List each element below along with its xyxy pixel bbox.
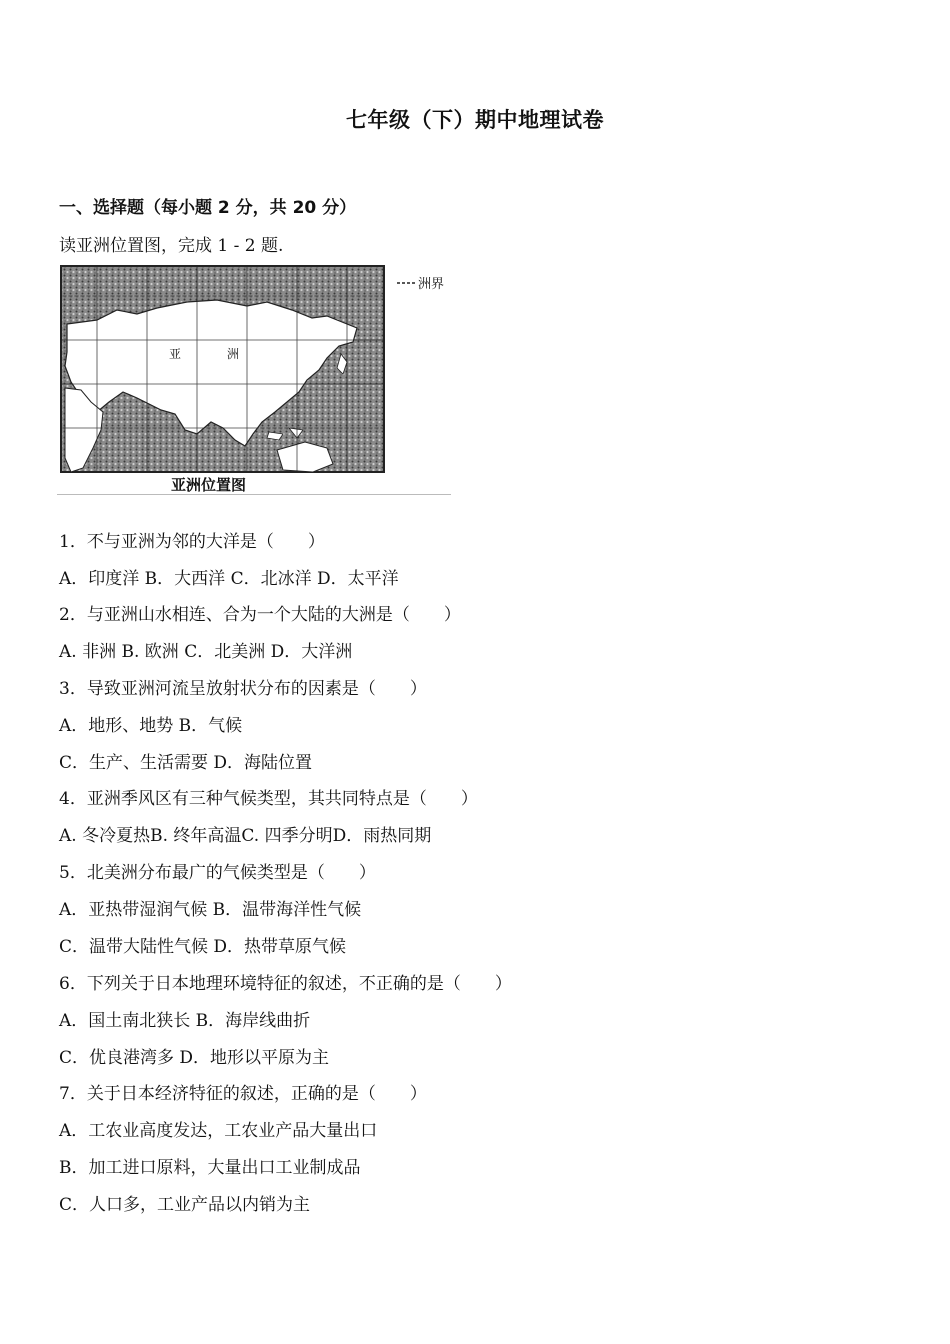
question-6-options-row2: C．优良港湾多 D．地形以平原为主 — [59, 1048, 330, 1068]
question-5-stem: 5．北美洲分布最广的气候类型是（ ） — [59, 863, 376, 883]
question-5-options-row1: A．亚热带湿润气候 B．温带海洋性气候 — [59, 900, 362, 920]
question-7-option-a: A．工农业高度发达，工农业产品大量出口 — [59, 1121, 378, 1141]
question-1-options: A．印度洋 B．大西洋 C．北冰洋 D．太平洋 — [59, 569, 399, 589]
question-7-option-c: C．人口多，工业产品以内销为主 — [59, 1195, 311, 1215]
question-4-options: A. 冬冷夏热B. 终年高温C. 四季分明D．雨热同期 — [59, 826, 432, 846]
question-2-stem: 2．与亚洲山水相连、合为一个大陆的大洲是（ ） — [59, 605, 461, 625]
map-caption: 亚洲位置图 — [171, 476, 247, 494]
map-legend-text: 洲界 — [418, 277, 445, 292]
question-6-options-row1: A．国土南北狭长 B．海岸线曲折 — [59, 1011, 311, 1031]
question-3-stem: 3．导致亚洲河流呈放射状分布的因素是（ ） — [59, 679, 427, 699]
map-label-ya: 亚 — [169, 347, 182, 361]
question-1-stem: 1．不与亚洲为邻的大洋是（ ） — [59, 532, 325, 552]
question-3-options-row2: C．生产、生活需要 D．海陆位置 — [59, 753, 313, 773]
question-3-options-row1: A．地形、地势 B．气候 — [59, 716, 243, 736]
section-heading: 一、选择题（每小题 2 分，共 20 分） — [59, 198, 357, 218]
question-2-options: A. 非洲 B. 欧洲 C．北美洲 D．大洋洲 — [59, 642, 353, 662]
map-label-zhou: 洲 — [227, 347, 240, 361]
intro-text: 读亚洲位置图，完成 1 - 2 题. — [59, 236, 284, 256]
figure-divider — [57, 494, 451, 495]
question-7-stem: 7．关于日本经济特征的叙述，正确的是（ ） — [59, 1084, 427, 1104]
question-6-stem: 6．下列关于日本地理环境特征的叙述，不正确的是（ ） — [59, 974, 512, 994]
question-5-options-row2: C．温带大陆性气候 D．热带草原气候 — [59, 937, 347, 957]
page-title: 七年级（下）期中地理试卷 — [346, 108, 604, 132]
question-4-stem: 4．亚洲季风区有三种气候类型，其共同特点是（ ） — [59, 789, 478, 809]
asia-location-map — [57, 262, 451, 496]
question-7-option-b: B．加工进口原料，大量出口工业制成品 — [59, 1158, 361, 1178]
